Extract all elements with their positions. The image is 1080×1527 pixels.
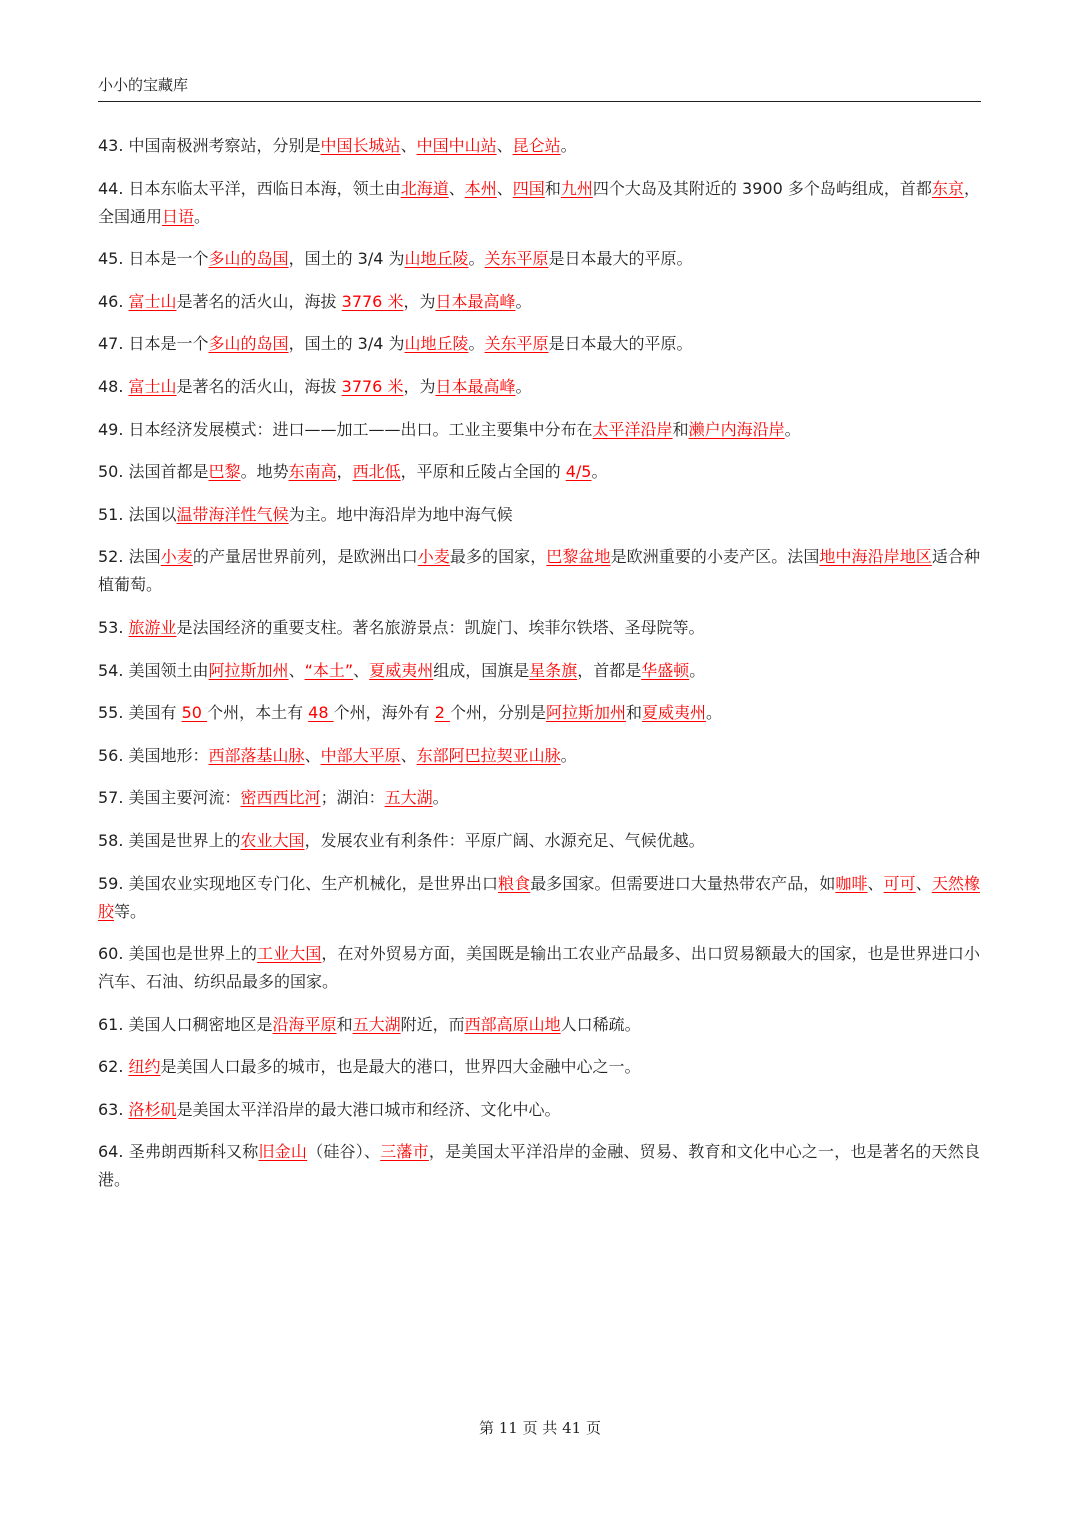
answer-text: 巴黎 bbox=[208, 462, 241, 482]
page-header bbox=[98, 74, 981, 102]
question-text: 。 bbox=[515, 291, 532, 311]
question-text: 是美国人口最多的城市，也是最大的港口，世界四大金融中心之一。 bbox=[160, 1057, 641, 1077]
question-text: ，发展农业有利条件：平原广阔、水源充足、气候优越。 bbox=[304, 830, 705, 850]
answer-text: 关东平原 bbox=[484, 249, 549, 269]
question-text: ，全国通用 bbox=[98, 178, 980, 226]
answer-text: 工业大国 bbox=[257, 944, 322, 964]
question-text: 。 bbox=[560, 745, 577, 765]
question-text: ，是美国太平洋沿岸的金融、贸易、教育和文化中心之一，也是著名的天然良港。 bbox=[98, 1142, 980, 1190]
answer-text: 四国 bbox=[512, 178, 545, 198]
answer-text: 4/5 bbox=[565, 462, 592, 482]
question-text: 最多国家。但需要进口大量热带农产品，如 bbox=[530, 873, 836, 893]
question-text: 人口稀疏。 bbox=[560, 1014, 641, 1034]
question-text: 适合种植葡萄。 bbox=[98, 547, 980, 595]
question-text: 、 bbox=[288, 660, 305, 680]
question-item bbox=[98, 373, 980, 401]
answer-text: 阿拉斯加州 bbox=[208, 660, 289, 680]
answer-text: 50 bbox=[181, 703, 208, 723]
question-text: 52. 法国 bbox=[98, 547, 161, 567]
answer-text: 东南高 bbox=[288, 462, 337, 482]
answer-text: 日本最高峰 bbox=[435, 291, 516, 311]
answer-text: 日语 bbox=[162, 206, 195, 226]
answer-text: 关东平原 bbox=[484, 334, 549, 354]
question-text: 、 bbox=[400, 136, 417, 155]
question-text: 和 bbox=[626, 703, 643, 723]
answer-text: 3776 米 bbox=[341, 376, 404, 396]
answer-text: 沿海平原 bbox=[272, 1014, 337, 1034]
question-text: ，平原和丘陵占全国的 bbox=[400, 462, 566, 482]
question-text: 、 bbox=[867, 873, 884, 893]
question-text: 48. bbox=[98, 376, 129, 396]
header-title: 小小的宝藏库 bbox=[98, 76, 189, 94]
answer-text: 三藩市 bbox=[380, 1142, 429, 1162]
question-text: 58. 美国是世界上的 bbox=[98, 830, 241, 850]
question-text: 45. 日本是一个 bbox=[98, 249, 209, 269]
answer-text: 西部高原山地 bbox=[464, 1014, 561, 1034]
answer-text: 夏威夷州 bbox=[642, 703, 707, 723]
answer-text: 中国中山站 bbox=[416, 136, 497, 155]
answer-text: 洛杉矶 bbox=[128, 1099, 177, 1119]
question-text: 是著名的活火山，海拔 bbox=[176, 291, 342, 311]
question-text: 46. bbox=[98, 291, 129, 311]
question-text: 。 bbox=[194, 206, 211, 226]
answer-text: 天然橡胶 bbox=[98, 873, 980, 921]
answer-text: 富士山 bbox=[128, 291, 177, 311]
question-text: ，国土的 3/4 为 bbox=[288, 334, 405, 354]
question-text: ；湖泊： bbox=[320, 788, 385, 808]
question-item bbox=[98, 1138, 980, 1194]
question-text: 是日本最大的平原。 bbox=[548, 249, 693, 269]
answer-text: 48 bbox=[308, 703, 334, 723]
answer-text: 华盛顿 bbox=[641, 660, 690, 680]
answer-text: “本土” bbox=[304, 660, 354, 680]
question-item bbox=[98, 330, 980, 358]
question-text: ，国土的 3/4 为 bbox=[288, 249, 405, 269]
answer-text: 小麦 bbox=[417, 547, 450, 567]
question-text: 50. 法国首都是 bbox=[98, 462, 209, 482]
question-text: 等。 bbox=[114, 901, 147, 921]
answer-text: 夏威夷州 bbox=[369, 660, 434, 680]
answer-text: 可可 bbox=[883, 873, 916, 893]
question-text: 。 bbox=[784, 419, 801, 439]
answer-text: 密西西比河 bbox=[240, 788, 321, 808]
question-item bbox=[98, 458, 980, 486]
question-text: 个州，海外有 bbox=[333, 703, 435, 723]
question-item bbox=[98, 175, 980, 231]
question-text: ，在对外贸易方面，美国既是输出工农业产品最多、出口贸易额最大的国家，也是世界进口小汽车、石油、纺织品最多的国家。 bbox=[98, 944, 980, 992]
answer-text: 2 bbox=[434, 703, 450, 723]
question-text: 63. bbox=[98, 1099, 129, 1119]
answer-text: 巴黎盆地 bbox=[546, 547, 611, 567]
answer-text: 日本最高峰 bbox=[435, 376, 516, 396]
question-item bbox=[98, 1053, 980, 1081]
answer-text: 多山的岛国 bbox=[208, 334, 289, 354]
question-item bbox=[98, 940, 980, 996]
question-text: 和 bbox=[672, 419, 689, 439]
question-text: 附近，而 bbox=[400, 1014, 465, 1034]
question-text: 。 bbox=[468, 249, 485, 269]
question-text: 。 bbox=[560, 136, 577, 155]
question-item bbox=[98, 827, 980, 855]
question-text: 。 bbox=[432, 788, 449, 808]
answer-text: 地中海沿岸地区 bbox=[819, 547, 932, 567]
question-item bbox=[98, 614, 980, 642]
question-text: 和 bbox=[336, 1014, 353, 1034]
answer-text: 纽约 bbox=[128, 1057, 161, 1077]
question-text: 、 bbox=[496, 178, 513, 198]
question-text: 47. 日本是一个 bbox=[98, 334, 209, 354]
question-text: 是法国经济的重要支柱。著名旅游景点：凯旋门、埃菲尔铁塔、圣母院等。 bbox=[176, 617, 705, 637]
question-text: 的产量居世界前列，是欧洲出口 bbox=[192, 547, 418, 567]
page-footer: 第 11 页 共 41 页 bbox=[478, 1419, 601, 1437]
question-text: 60. 美国也是世界上的 bbox=[98, 944, 258, 964]
question-item bbox=[98, 543, 980, 599]
question-text: 。 bbox=[468, 334, 485, 354]
answer-text: 富士山 bbox=[128, 376, 177, 396]
question-text: ，首都是 bbox=[577, 660, 642, 680]
question-text: 是欧洲重要的小麦产区。法国 bbox=[610, 547, 820, 567]
question-text: 个州，本土有 bbox=[207, 703, 309, 723]
question-text: 55. 美国有 bbox=[98, 703, 182, 723]
question-text: 44. 日本东临太平洋，西临日本海，领土由 bbox=[98, 178, 401, 198]
question-text: ， bbox=[336, 462, 353, 482]
question-text: 62. bbox=[98, 1057, 129, 1077]
question-text: 64. 圣弗朗西斯科又称 bbox=[98, 1142, 259, 1162]
answer-text: 星条旗 bbox=[529, 660, 578, 680]
question-item bbox=[98, 784, 980, 812]
question-text: 、 bbox=[400, 745, 417, 765]
answer-text: 本州 bbox=[464, 178, 497, 198]
question-item bbox=[98, 699, 980, 727]
question-text: 、 bbox=[353, 660, 370, 680]
question-item bbox=[98, 416, 980, 444]
answer-text: 濑户内海沿岸 bbox=[688, 419, 785, 439]
answer-text: 太平洋沿岸 bbox=[592, 419, 673, 439]
answer-text: 山地丘陵 bbox=[404, 334, 469, 354]
question-text: （硅谷）、 bbox=[307, 1142, 381, 1162]
question-text: 最多的国家， bbox=[449, 547, 547, 567]
question-text: 是美国太平洋沿岸的最大港口城市和经济、文化中心。 bbox=[176, 1099, 561, 1119]
question-text: 是著名的活火山，海拔 bbox=[176, 376, 342, 396]
answer-text: 九州 bbox=[560, 178, 593, 198]
question-text: 54. 美国领土由 bbox=[98, 660, 209, 680]
answer-text: 温带海洋性气候 bbox=[176, 504, 289, 524]
question-text: 四个大岛及其附近的 3900 多个岛屿组成，首都 bbox=[592, 178, 932, 198]
question-text: ，为 bbox=[403, 291, 436, 311]
answer-text: 3776 米 bbox=[341, 291, 404, 311]
answer-text: 西部落基山脉 bbox=[208, 745, 305, 765]
question-item bbox=[98, 1011, 980, 1039]
question-text: ，为 bbox=[403, 376, 436, 396]
question-item bbox=[98, 742, 980, 770]
question-item bbox=[98, 1096, 980, 1124]
question-text: 59. 美国农业实现地区专门化、生产机械化，是世界出口 bbox=[98, 873, 499, 893]
answer-text: 东京 bbox=[931, 178, 964, 198]
question-text: 个州，分别是 bbox=[449, 703, 546, 723]
question-text: 43. 中国南极洲考察站，分别是 bbox=[98, 136, 321, 155]
question-text: 、 bbox=[915, 873, 932, 893]
answer-text: 中部大平原 bbox=[320, 745, 401, 765]
question-item bbox=[98, 870, 980, 926]
answer-text: 五大湖 bbox=[384, 788, 433, 808]
question-text: 49. 日本经济发展模式：进口——加工——出口。工业主要集中分布在 bbox=[98, 419, 593, 439]
question-item bbox=[98, 501, 980, 529]
question-text: 51. 法国以 bbox=[98, 504, 177, 524]
question-text: 为主。地中海沿岸为地中海气候 bbox=[288, 504, 513, 524]
answer-text: 北海道 bbox=[400, 178, 449, 198]
answer-text: 昆仑站 bbox=[512, 136, 561, 155]
question-item bbox=[98, 245, 980, 273]
question-text: 。 bbox=[689, 660, 706, 680]
question-text: 。地势 bbox=[240, 462, 289, 482]
question-text: 。 bbox=[591, 462, 608, 482]
question-list bbox=[98, 132, 980, 1209]
question-text: 53. bbox=[98, 617, 129, 637]
answer-text: 中国长城站 bbox=[320, 136, 401, 155]
question-text: 是日本最大的平原。 bbox=[548, 334, 693, 354]
question-text: 。 bbox=[706, 703, 723, 723]
answer-text: 农业大国 bbox=[240, 830, 305, 850]
answer-text: 小麦 bbox=[160, 547, 193, 567]
answer-text: 咖啡 bbox=[835, 873, 868, 893]
question-text: 、 bbox=[448, 178, 465, 198]
question-text: 、 bbox=[304, 745, 321, 765]
question-text: 和 bbox=[544, 178, 561, 198]
question-text: 。 bbox=[515, 376, 532, 396]
answer-text: 东部阿巴拉契亚山脉 bbox=[416, 745, 561, 765]
question-text: 56. 美国地形： bbox=[98, 745, 209, 765]
question-text: 、 bbox=[496, 136, 513, 155]
question-item bbox=[98, 132, 980, 160]
answer-text: 西北低 bbox=[352, 462, 401, 482]
question-item bbox=[98, 288, 980, 316]
question-text: 61. 美国人口稠密地区是 bbox=[98, 1014, 273, 1034]
question-text: 57. 美国主要河流： bbox=[98, 788, 241, 808]
answer-text: 多山的岛国 bbox=[208, 249, 289, 269]
answer-text: 阿拉斯加州 bbox=[546, 703, 627, 723]
answer-text: 山地丘陵 bbox=[404, 249, 469, 269]
answer-text: 旅游业 bbox=[128, 617, 177, 637]
answer-text: 五大湖 bbox=[352, 1014, 401, 1034]
answer-text: 粮食 bbox=[498, 873, 531, 893]
question-text: 组成，国旗是 bbox=[433, 660, 530, 680]
question-item bbox=[98, 657, 980, 685]
answer-text: 旧金山 bbox=[258, 1142, 308, 1162]
